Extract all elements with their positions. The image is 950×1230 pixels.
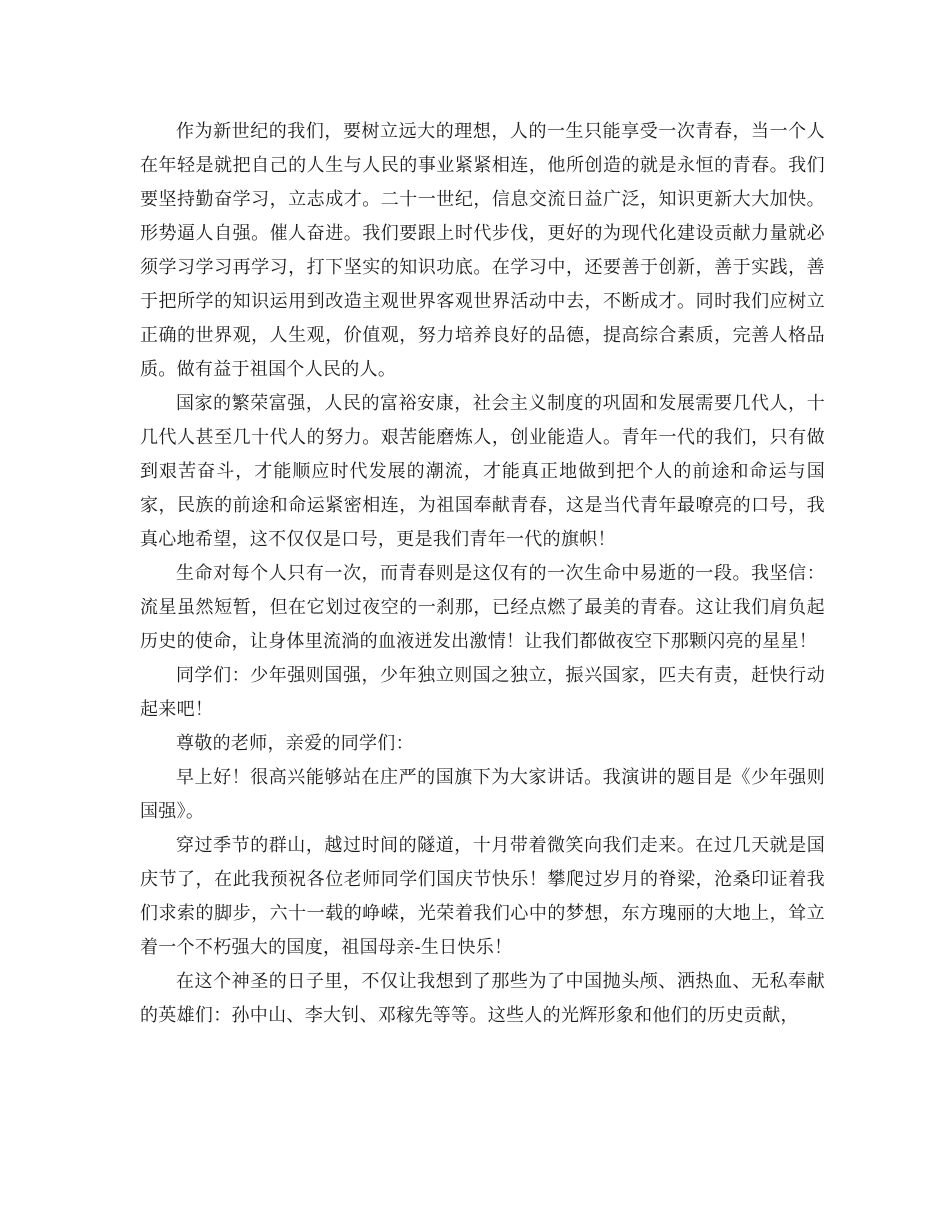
paragraph: 穿过季节的群山，越过时间的隧道，十月带着微笑向我们走来。在过几天就是国庆节了，在此我预祝各位老师同学们国庆节快乐！攀爬过岁月的脊梁，沧桑印证着我们求索的脚步，六十一载的峥嵘，光荣着我们心中的梦想，东方瑰丽的大地上，耸立着一个不朽强大的国度，祖国母亲-生日快乐！: [140, 835, 825, 958]
paragraph: 生命对每个人只有一次，而青春则是这仅有的一次生命中易逝的一段。我坚信：流星虽然短暂，但在它划过夜空的一刹那，已经点燃了最美的青春。这让我们肩负起历史的使命，让身体里流淌的血液迸发出激情！让我们都做夜空下那颗闪亮的星星！: [140, 563, 825, 652]
paragraph: 同学们：少年强则国强，少年独立则国之独立，振兴国家，匹夫有责，赶快行动起来吧！: [140, 665, 825, 720]
paragraph: 尊敬的老师，亲爱的同学们：: [176, 733, 414, 754]
paragraph: 在这个神圣的日子里，不仅让我想到了那些为了中国抛头颅、洒热血、无私奉献的英雄们：孙中山、李大钊、邓稼先等等。这些人的光辉形象和他们的历史贡献，: [140, 971, 825, 1026]
paragraph: 早上好！很高兴能够站在庄严的国旗下为大家讲话。我演讲的题目是《少年强则国强》。: [140, 767, 825, 822]
paragraph: 作为新世纪的我们，要树立远大的理想，人的一生只能享受一次青春，当一个人在年轻是就把自己的人生与人民的事业紧紧相连，他所创造的就是永恒的青春。我们要坚持勤奋学习，立志成才。二十一世纪，信息交流日益广泛，知识更新大大加快。形势逼人自强。催人奋进。我们要跟上时代步伐，更好的为现代化建设贡献力量就必须学习学习再学习，打下坚实的知识功底。在学习中，还要善于创新，善于实践，善于把所学的知识运用到改造主观世界客观世界活动中去，不断成才。同时我们应树立正确的世界观，人生观，价值观，努力培养良好的品德，提高综合素质，完善人格品质。做有益于祖国个人民的人。: [140, 121, 825, 380]
paragraph: 国家的繁荣富强，人民的富裕安康，社会主义制度的巩固和发展需要几代人，十几代人甚至几十代人的努力。艰苦能磨炼人，创业能造人。青年一代的我们，只有做到艰苦奋斗，才能顺应时代发展的潮流，才能真正地做到把个人的前途和命运与国家，民族的前途和命运紧密相连，为祖国奉献青春，这是当代青年最嘹亮的口号，我真心地希望，这不仅仅是口号，更是我们青年一代的旗帜！: [140, 393, 825, 550]
document-body: [140, 115, 825, 1033]
